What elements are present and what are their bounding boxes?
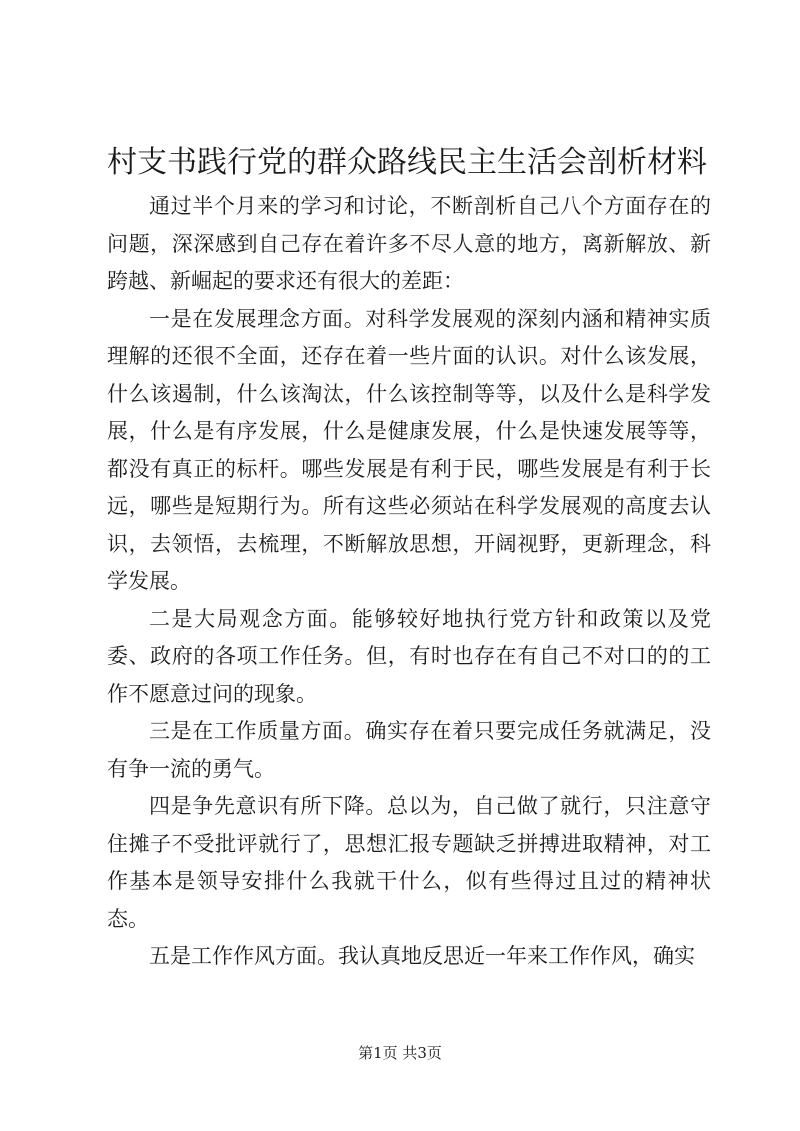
paragraph-overall-view: 二是大局观念方面。能够较好地执行党方针和政策以及党委、政府的各项工作任务。但，有时也存在有自己不对口的的工作不愿意过问的现象。 (107, 606, 711, 706)
paragraph-competitive-awareness: 四是争先意识有所下降。总以为，自己做了就行，只注意守住摊子不受批评就行了，思想汇报专题缺乏拼搏进取精神，对工作基本是领导安排什么我就干什么，似有些得过且过的精神状态。 (107, 794, 711, 931)
page-number-footer: 第1页 共3页 (358, 1044, 442, 1062)
paragraph-development-concept: 一是在发展理念方面。对科学发展观的深刻内涵和精神实质理解的还很不全面，还存在着一些片面的认识。对什么该发展，什么该遏制，什么该淘汰，什么该控制等等，以及什么是科学发展，什么是有序发展，什么是健康发展，什么是快速发展等等，都没有真正的标杆。哪些发展是有利于民，哪些发展是有利于长远，哪些是短期行为。所有这些必须站在科学发展观的高度去认识，去领悟，去梳理，不断解放思想，开阔视野，更新理念，科学发展。 (107, 306, 711, 593)
document-body (107, 188, 711, 976)
paragraph-intro: 通过半个月来的学习和讨论，不断剖析自己八个方面存在的问题，深深感到自己存在着许多不尽人意的地方，离新解放、新跨越、新崛起的要求还有很大的差距： (107, 194, 711, 293)
paragraph-work-style: 五是工作作风方面。我认真地反思近一年来工作作风，确实 (149, 944, 695, 968)
document-title: 村支书践行党的群众路线民主生活会剖析材料 (107, 145, 707, 180)
paragraph-work-quality: 三是在工作质量方面。确实存在着只要完成任务就满足，没有争一流的勇气。 (107, 719, 711, 781)
